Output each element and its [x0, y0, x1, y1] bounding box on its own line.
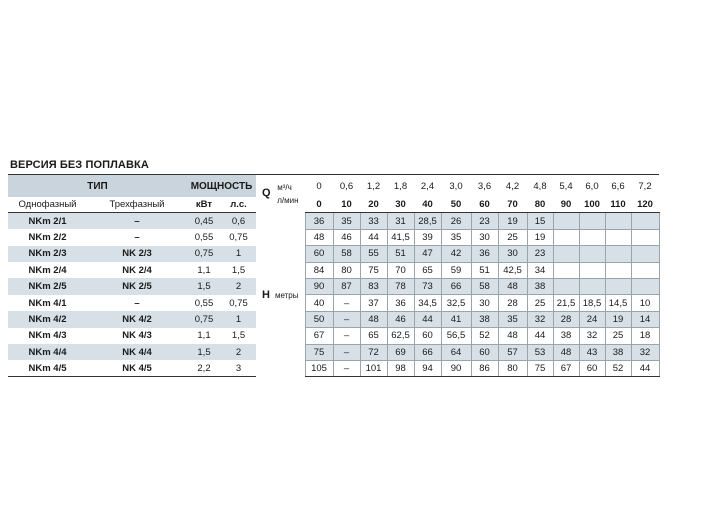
q-lmin-value: 110 — [605, 197, 631, 213]
model-single-phase: NKm 2/3 — [8, 246, 87, 262]
head-value: 60 — [305, 246, 333, 262]
head-value: 86 — [471, 360, 498, 376]
q-lmin-value: 100 — [579, 197, 605, 213]
model-three-phase: – — [134, 297, 140, 309]
head-value: 33 — [360, 213, 387, 229]
q-lmin-value: 70 — [498, 197, 527, 213]
q-m3h-value: 6,0 — [585, 180, 599, 192]
head-value — [579, 262, 605, 278]
power-hp: 1,5 — [231, 330, 246, 342]
single-phase-header: Однофазный — [8, 197, 87, 213]
head-value — [605, 229, 631, 245]
table-row — [8, 262, 659, 278]
head-value — [553, 262, 579, 278]
power-kw: 0,45 — [187, 213, 221, 229]
head-value — [553, 213, 579, 229]
head-value — [553, 246, 579, 262]
head-value: 10 — [631, 295, 659, 311]
head-value: 50 — [305, 311, 333, 327]
head-value: 19 — [605, 311, 631, 327]
model-three-phase: NK 4/5 — [87, 360, 187, 376]
head-value: 53 — [527, 344, 553, 360]
head-value: 35 — [333, 213, 360, 229]
q-m3h-value: 4,2 — [505, 180, 520, 192]
head-value: 32 — [579, 328, 605, 344]
head-value: 64 — [441, 344, 471, 360]
head-value — [631, 262, 659, 278]
head-value — [579, 213, 605, 229]
head-value: 26 — [441, 213, 471, 229]
head-value: 36 — [471, 246, 498, 262]
head-value: 66 — [441, 278, 471, 294]
q-lmin-value: 60 — [471, 197, 498, 213]
model-single-phase: NKm 4/4 — [8, 344, 87, 360]
head-value: 44 — [631, 360, 659, 376]
table-row — [8, 311, 659, 327]
head-value: 38 — [605, 344, 631, 360]
q-lmin-value: 30 — [387, 197, 414, 213]
head-value: 28 — [553, 311, 579, 327]
q-m3h-value: 4,8 — [533, 180, 547, 192]
table-row — [8, 295, 659, 311]
head-value — [579, 278, 605, 294]
head-value: 18 — [631, 328, 659, 344]
head-value — [553, 229, 579, 245]
table-row — [8, 213, 659, 229]
head-value: 34 — [527, 262, 553, 278]
head-value: 42 — [441, 246, 471, 262]
head-value — [631, 278, 659, 294]
q-header — [256, 175, 305, 213]
head-value: 60 — [414, 328, 441, 344]
model-single-phase: NKm 2/2 — [28, 231, 67, 243]
head-value — [579, 246, 605, 262]
head-value — [631, 213, 659, 229]
head-value: 34,5 — [414, 295, 441, 311]
head-value: 32 — [527, 311, 553, 327]
model-three-phase: NK 2/4 — [122, 264, 152, 276]
h-unit: метры — [274, 290, 299, 300]
head-value: 52 — [605, 360, 631, 376]
three-phase-header: Трехфазный — [87, 197, 187, 213]
head-value: 70 — [387, 262, 414, 278]
head-value: 30 — [471, 295, 498, 311]
kw-header: кВт — [187, 197, 221, 213]
type-header: ТИП — [8, 175, 187, 198]
table-row — [8, 229, 659, 245]
head-value: 19 — [498, 213, 527, 229]
model-three-phase: NK 4/4 — [87, 344, 187, 360]
power-hp: 0,6 — [221, 213, 256, 229]
head-value — [605, 213, 631, 229]
model-three-phase: NK 2/3 — [87, 246, 187, 262]
model-three-phase: – — [87, 213, 187, 229]
head-value: 51 — [387, 246, 414, 262]
performance-table — [8, 174, 660, 377]
power-header: МОЩНОСТЬ — [187, 175, 256, 198]
head-value: 65 — [414, 262, 441, 278]
head-value: 59 — [441, 262, 471, 278]
table-row — [8, 278, 659, 294]
head-value: 25 — [527, 295, 553, 311]
head-value: 44 — [527, 328, 553, 344]
power-hp: 2 — [221, 344, 256, 360]
q-unit-m3h: м³/ч — [277, 182, 292, 192]
head-value: 38 — [553, 328, 579, 344]
q-m3h-value: 1,2 — [366, 180, 381, 192]
power-hp: 3 — [221, 360, 256, 376]
power-hp: 0,75 — [229, 231, 248, 243]
head-value: 73 — [414, 278, 441, 294]
head-value: 24 — [579, 311, 605, 327]
power-kw: 2,2 — [187, 360, 221, 376]
head-value: 58 — [471, 278, 498, 294]
head-value: 36 — [305, 213, 333, 229]
head-value: 31 — [387, 213, 414, 229]
head-value: 101 — [360, 360, 387, 376]
power-kw: 1,1 — [197, 330, 211, 342]
power-kw: 0,75 — [187, 311, 221, 327]
power-kw: 1,5 — [187, 278, 221, 294]
head-value — [631, 246, 659, 262]
head-value: 43 — [579, 344, 605, 360]
model-single-phase: NKm 4/2 — [8, 311, 87, 327]
head-value: 35 — [441, 229, 471, 245]
head-value: 90 — [305, 278, 333, 294]
head-value: 36 — [387, 295, 414, 311]
head-value: 105 — [305, 360, 333, 376]
model-three-phase: NK 4/3 — [122, 330, 152, 342]
head-value: 23 — [527, 246, 553, 262]
q-lmin-value: 40 — [414, 197, 441, 213]
table-row — [8, 360, 659, 376]
head-value: 30 — [498, 246, 527, 262]
head-value: 32 — [631, 344, 659, 360]
head-value: 48 — [498, 278, 527, 294]
head-value: 18,5 — [579, 295, 605, 311]
table-row — [8, 328, 659, 344]
head-value: 41 — [441, 311, 471, 327]
head-value: 52 — [471, 328, 498, 344]
q-lmin-value: 80 — [527, 197, 553, 213]
head-value: 38 — [527, 278, 553, 294]
head-value: 48 — [553, 344, 579, 360]
power-hp: 1 — [221, 311, 256, 327]
head-value: 40 — [305, 295, 333, 311]
head-value: 44 — [414, 311, 441, 327]
head-value: – — [333, 344, 360, 360]
page-title: ВЕРСИЯ БЕЗ ПОПЛАВКА — [10, 159, 149, 171]
h-letter: H — [262, 288, 270, 301]
q-units — [277, 181, 298, 207]
head-value: 90 — [441, 360, 471, 376]
head-value: 60 — [579, 360, 605, 376]
head-value: 62,5 — [387, 328, 414, 344]
head-value — [579, 229, 605, 245]
head-value: 46 — [387, 311, 414, 327]
head-value: 80 — [333, 262, 360, 278]
head-value: 58 — [333, 246, 360, 262]
head-value: 23 — [471, 213, 498, 229]
model-single-phase: NKm 2/4 — [28, 264, 67, 276]
table-row — [8, 344, 659, 360]
head-value: 98 — [387, 360, 414, 376]
head-value: – — [333, 295, 360, 311]
head-value: 94 — [414, 360, 441, 376]
q-m3h-value: 3,6 — [477, 180, 492, 192]
head-value: 66 — [414, 344, 441, 360]
table-row — [8, 246, 659, 262]
head-value: 44 — [360, 229, 387, 245]
header-row-2 — [8, 197, 659, 213]
head-value: 28 — [498, 295, 527, 311]
head-value: 25 — [605, 328, 631, 344]
q-lmin-value: 90 — [553, 197, 579, 213]
head-value: 30 — [471, 229, 498, 245]
head-value: 48 — [360, 311, 387, 327]
head-value: 47 — [414, 246, 441, 262]
model-three-phase: NK 2/5 — [87, 278, 187, 294]
head-value: 75 — [360, 262, 387, 278]
q-m3h-value: 1,8 — [393, 180, 408, 192]
model-single-phase: NKm 2/1 — [8, 213, 87, 229]
q-m3h-value: 6,6 — [611, 180, 625, 192]
q-lmin-value: 20 — [360, 197, 387, 213]
head-value: 87 — [333, 278, 360, 294]
h-header — [256, 213, 305, 377]
head-value: 41,5 — [387, 229, 414, 245]
q-m3h-value: 7,2 — [638, 180, 652, 192]
head-value: – — [333, 360, 360, 376]
head-value: 75 — [305, 344, 333, 360]
head-value: 60 — [471, 344, 498, 360]
head-value: 28,5 — [414, 213, 441, 229]
head-value: 80 — [498, 360, 527, 376]
q-lmin-value: 50 — [441, 197, 471, 213]
q-m3h-value: 3,0 — [449, 180, 463, 192]
head-value: 51 — [471, 262, 498, 278]
power-kw: 1,1 — [197, 264, 211, 276]
head-value: 67 — [553, 360, 579, 376]
q-m3h-value: 0 — [316, 180, 322, 192]
model-single-phase: NKm 4/5 — [8, 360, 87, 376]
head-value: 48 — [498, 328, 527, 344]
head-value: 38 — [471, 311, 498, 327]
head-value: 25 — [498, 229, 527, 245]
head-value — [605, 262, 631, 278]
model-three-phase: NK 4/2 — [87, 311, 187, 327]
power-kw: 0,55 — [194, 231, 214, 243]
head-value: 35 — [498, 311, 527, 327]
head-value: 75 — [527, 360, 553, 376]
head-value: 57 — [498, 344, 527, 360]
power-kw: 0,75 — [187, 246, 221, 262]
head-value: – — [333, 328, 360, 344]
power-kw: 0,55 — [194, 297, 214, 309]
hp-header: л.с. — [221, 197, 256, 213]
q-lmin-value: 120 — [631, 197, 659, 213]
power-hp: 1 — [221, 246, 256, 262]
head-value: – — [333, 311, 360, 327]
power-hp: 1,5 — [231, 264, 246, 276]
power-kw: 1,5 — [187, 344, 221, 360]
head-value: 84 — [305, 262, 333, 278]
head-value: 32,5 — [441, 295, 471, 311]
head-value — [631, 229, 659, 245]
q-m3h-value: 0,6 — [339, 180, 354, 192]
model-single-phase: NKm 2/5 — [8, 278, 87, 294]
head-value: 72 — [360, 344, 387, 360]
head-value: 15 — [527, 213, 553, 229]
head-value: 48 — [305, 229, 333, 245]
head-value: 56,5 — [441, 328, 471, 344]
q-m3h-value: 2,4 — [420, 180, 435, 192]
head-value: 14,5 — [605, 295, 631, 311]
power-hp: 2 — [221, 278, 256, 294]
q-lmin-value: 0 — [305, 197, 333, 213]
head-value: 42,5 — [498, 262, 527, 278]
head-value: 19 — [527, 229, 553, 245]
head-value — [605, 278, 631, 294]
q-lmin-value: 10 — [333, 197, 360, 213]
q-m3h-value: 5,4 — [559, 180, 573, 192]
head-value — [553, 278, 579, 294]
head-value: 83 — [360, 278, 387, 294]
model-single-phase: NKm 4/1 — [28, 297, 67, 309]
head-value: 65 — [360, 328, 387, 344]
power-hp: 0,75 — [229, 297, 248, 309]
head-value: 46 — [333, 229, 360, 245]
model-single-phase: NKm 4/3 — [28, 330, 67, 342]
head-value: 39 — [414, 229, 441, 245]
head-value: 67 — [305, 328, 333, 344]
head-value: 14 — [631, 311, 659, 327]
q-unit-lmin: л/мин — [277, 195, 299, 205]
head-value — [605, 246, 631, 262]
model-three-phase: – — [134, 231, 140, 243]
head-value: 78 — [387, 278, 414, 294]
head-value: 21,5 — [553, 295, 579, 311]
head-value: 37 — [360, 295, 387, 311]
head-value: 69 — [387, 344, 414, 360]
q-letter: Q — [262, 187, 271, 200]
header-row-1 — [8, 175, 659, 198]
head-value: 55 — [360, 246, 387, 262]
